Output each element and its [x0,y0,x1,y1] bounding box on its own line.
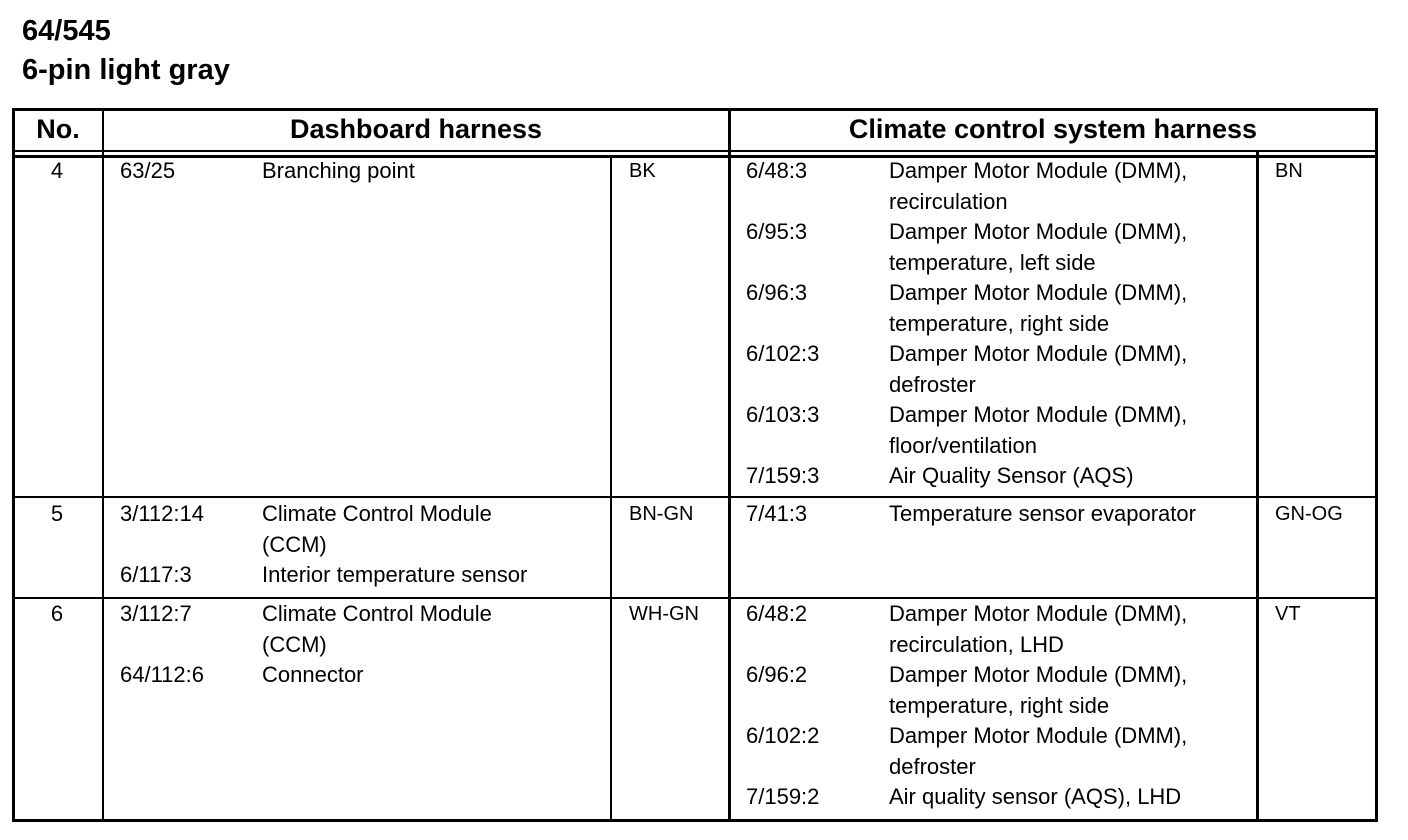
climate-pin-description: temperature, right side [889,310,1110,336]
dashboard-wire-color: BN-GN [629,503,694,525]
dashboard-pin-code: 3/112:7 [120,601,192,626]
climate-pin-description: Damper Motor Module (DMM), [889,341,1188,366]
climate-pin-description: recirculation [889,188,1008,214]
table-border-top [12,108,1378,111]
climate-wire-color: GN-OG [1275,503,1343,525]
climate-pin-code: 6/102:2 [746,723,820,748]
climate-pin-code: 7/159:3 [746,463,820,488]
dashboard-pin-code: 64/112:6 [120,662,205,687]
dashboard-pin-code: 63/25 [120,158,176,183]
dashboard-pin-code: 3/112:14 [120,501,205,526]
climate-pin-code: 6/102:3 [746,341,820,366]
row-number: 6 [50,601,64,626]
row-separator-1 [12,496,1378,498]
climate-wire-color: VT [1275,603,1301,625]
climate-pin-description: Damper Motor Module (DMM), [889,158,1188,183]
climate-pin-code: 6/95:3 [746,219,808,244]
dashboard-pin-description: Branching point [262,158,415,183]
dashboard-wire-color: BK [629,160,656,182]
climate-pin-code: 6/48:2 [746,601,808,626]
climate-pin-description: Damper Motor Module (DMM), [889,601,1188,626]
climate-pin-description: defroster [889,371,976,397]
climate-pin-description: Damper Motor Module (DMM), [889,662,1188,687]
dashboard-pin-description: Climate Control Module [262,601,492,626]
row-number: 5 [50,501,64,526]
climate-pin-description: Damper Motor Module (DMM), [889,723,1188,748]
climate-pin-code: 7/41:3 [746,501,808,526]
dashboard-pin-description: (CCM) [262,631,327,657]
dashboard-pin-description: Interior temperature sensor [262,562,528,587]
dashboard-pin-description: Connector [262,662,364,687]
connector-number: 64/545 [22,15,111,47]
climate-pin-description: Damper Motor Module (DMM), [889,402,1188,427]
divider-harness [728,108,731,822]
divider-no [102,108,104,822]
column-header-no: No. [36,114,80,144]
table-border-right [1375,108,1378,822]
table-border-bottom [12,819,1378,822]
dashboard-pin-description: (CCM) [262,531,327,557]
climate-pin-description: Damper Motor Module (DMM), [889,280,1188,305]
climate-pin-code: 6/103:3 [746,402,820,427]
climate-pin-description: Air quality sensor (AQS), LHD [889,784,1182,809]
climate-pin-description: Air Quality Sensor (AQS) [889,463,1134,488]
climate-pin-description: recirculation, LHD [889,631,1064,657]
dashboard-pin-description: Climate Control Module [262,501,492,526]
climate-pin-description: temperature, left side [889,249,1096,275]
climate-pin-description: Temperature sensor evaporator [889,501,1196,526]
divider-dash-color [610,155,612,822]
row-number: 4 [50,158,64,183]
header-rule-upper [12,150,1378,152]
climate-pin-code: 6/96:2 [746,662,808,687]
table-border-left [12,108,15,822]
climate-pin-code: 7/159:2 [746,784,820,809]
column-header-dashboard: Dashboard harness [289,114,543,144]
column-header-climate: Climate control system harness [848,114,1258,144]
climate-wire-color: BN [1275,160,1303,182]
climate-pin-description: Damper Motor Module (DMM), [889,219,1188,244]
divider-climate-color [1256,150,1259,822]
connector-description: 6-pin light gray [22,54,230,86]
climate-pin-description: temperature, right side [889,692,1110,718]
climate-pin-code: 6/96:3 [746,280,808,305]
climate-pin-description: floor/ventilation [889,432,1037,458]
dashboard-wire-color: WH-GN [629,603,699,625]
climate-pin-description: defroster [889,753,976,779]
climate-pin-code: 6/48:3 [746,158,808,183]
dashboard-pin-code: 6/117:3 [120,562,192,587]
